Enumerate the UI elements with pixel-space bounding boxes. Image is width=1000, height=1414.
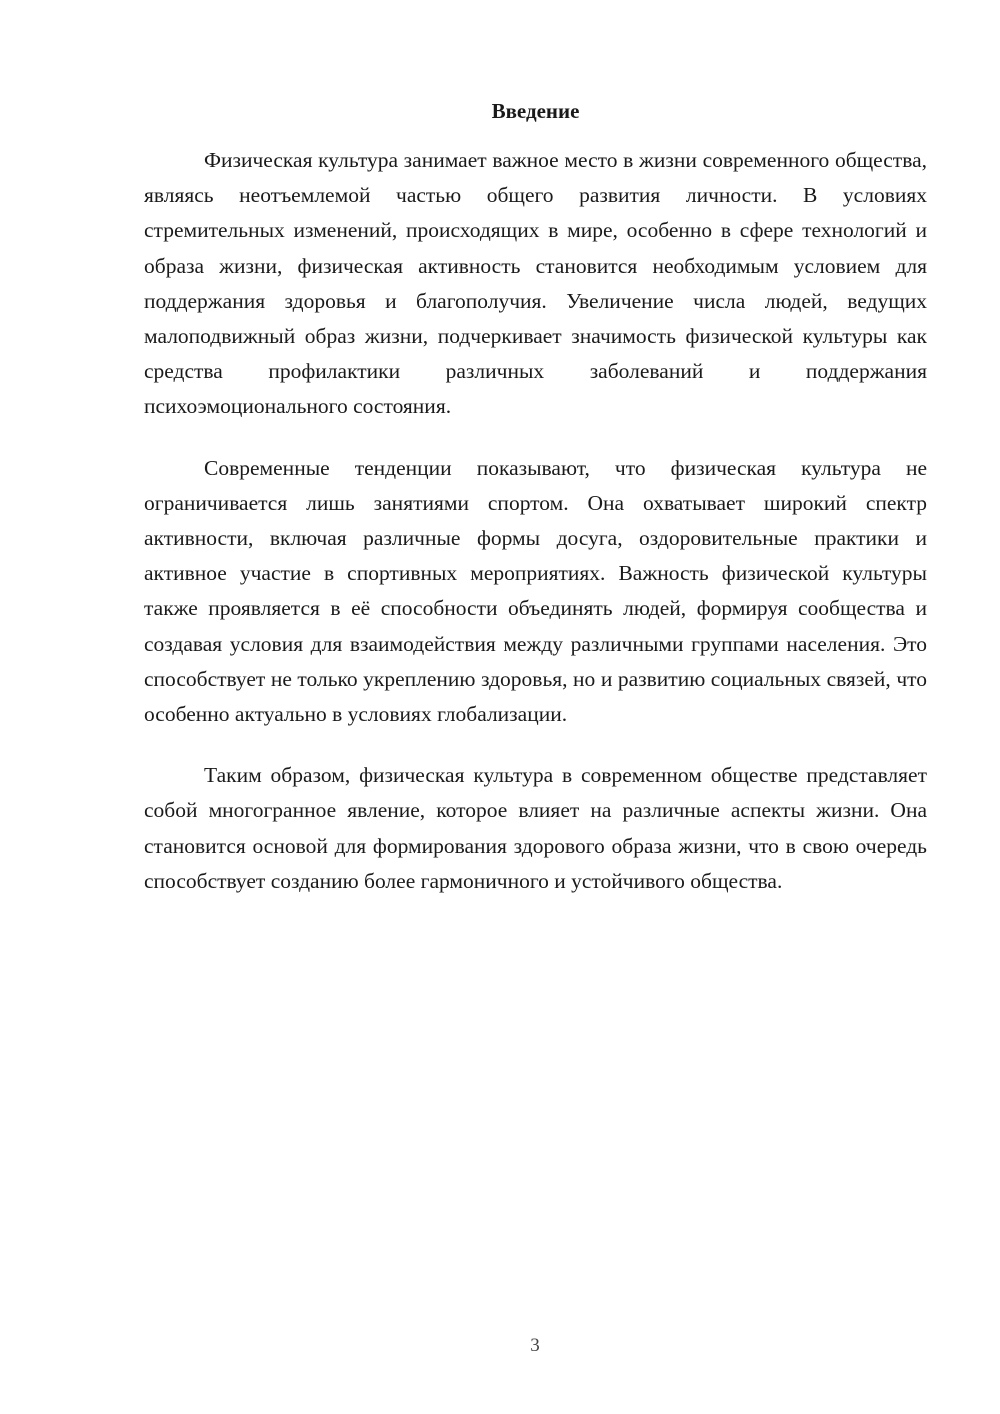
body-text — [144, 143, 927, 925]
paragraph-1: Физическая культура занимает важное место в жизни современного общества, являясь неотъемлемой частью общего развития личности. В условиях стремительных изменений, происходящих в мире, особенно в сфере технологий и образа жизни, физическая активность становится необходимым условием для поддержания здоровья и благополучия. Увеличение числа людей, ведущих малоподвижный образ жизни, подчеркивает значимость физической культуры как средства профилактики различных заболеваний и поддержания психоэмоционального состояния. — [144, 148, 927, 419]
page-number: 3 — [530, 1335, 540, 1356]
paragraph-3: Таким образом, физическая культура в современном обществе представляет собой многогранное явление, которое влияет на различные аспекты жизни. Она становится основой для формирования здорового образа жизни, что в свою очередь способствует созданию более гармоничного и устойчивого общества. — [144, 763, 927, 893]
paragraph-2: Современные тенденции показывают, что физическая культура не ограничивается лишь занятиями спортом. Она охватывает широкий спектр активности, включая различные формы досуга, оздоровительные практики и активное участие в спортивных мероприятиях. Важность физической культуры также проявляется в её способности объединять людей, формируя сообщества и создавая условия для взаимодействия между различными группами населения. Это способствует не только укреплению здоровья, но и развитию социальных связей, что особенно актуально в условиях глобализации. — [144, 455, 927, 727]
section-title: Введение — [491, 99, 580, 123]
